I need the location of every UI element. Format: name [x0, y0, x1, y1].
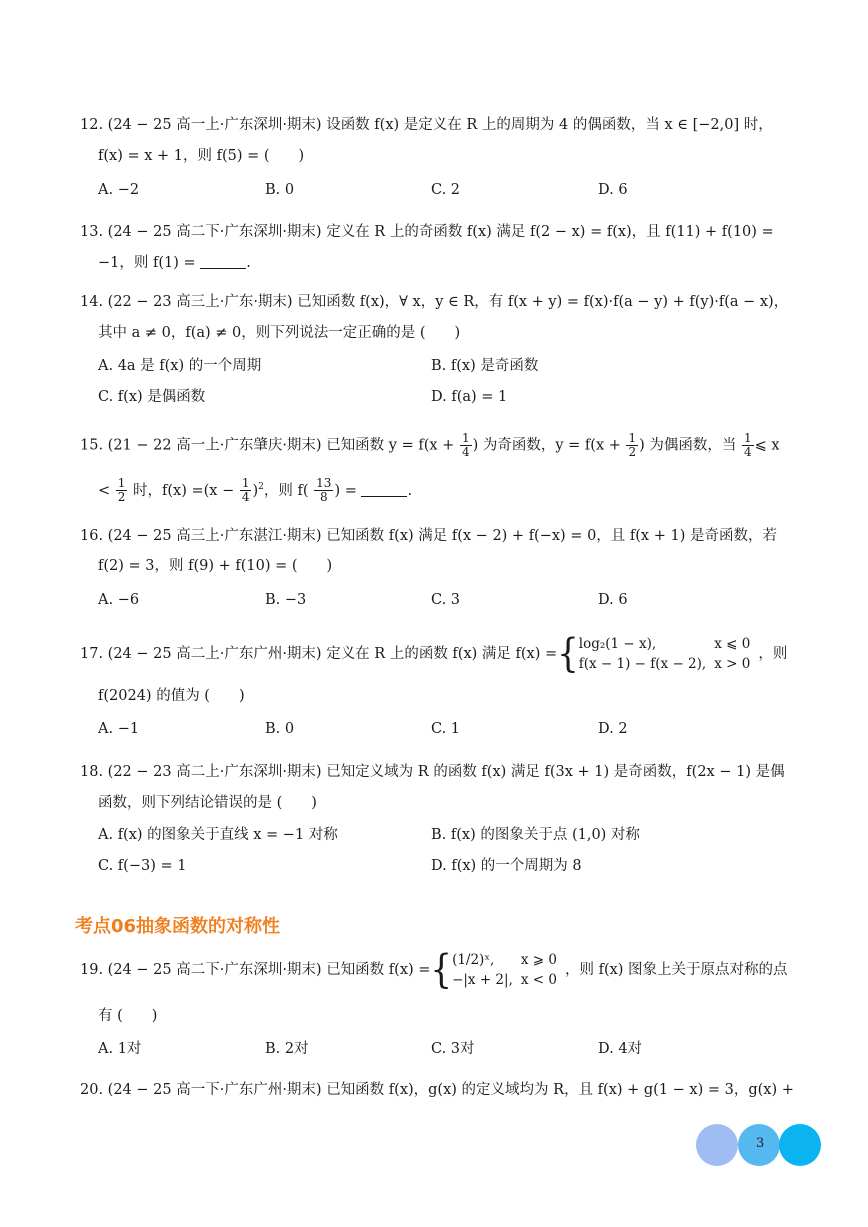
q17-option-c: C. 1 — [431, 721, 461, 737]
q13-answer-blank — [200, 268, 246, 269]
page-number: 3 — [756, 1136, 765, 1151]
q19-suffix: ，则 f(x) 图象上关于原点对称的点 — [564, 962, 788, 978]
q17-piecewise — [579, 634, 759, 674]
q15-frac-1-4-b: $\frac{1}{4}$ — [744, 431, 752, 459]
q15-line2-d: ) — [252, 482, 259, 499]
q18-option-b: B. f(x) 的图象关于点 (1,0) 对称 — [431, 827, 640, 843]
q15-line2-a: < — [98, 482, 111, 499]
q13-line2-text: −1，则 f(1) = — [98, 255, 201, 271]
q17-line1 — [80, 632, 787, 676]
q12-option-a: A. −2 — [98, 182, 140, 198]
q15-line2 — [98, 474, 412, 504]
q18-option-a: A. f(x) 的图象关于直线 x = −1 对称 — [98, 827, 338, 843]
q20-line1: 20. (24 − 25 高一下·广东广州·期末) 已知函数 f(x)，g(x) 的定义域均为 R，且 f(x) + g(1 − x) = 3，g(x) + — [80, 1082, 794, 1098]
q16-option-a: A. −6 — [98, 592, 140, 608]
page-circle-left — [696, 1124, 738, 1166]
q17-option-d: D. 2 — [598, 721, 628, 737]
q16-line1: 16. (24 − 25 高三上·广东湛江·期末) 已知函数 f(x) 满足 f(x − 2) + f(−x) = 0，且 f(x + 1) 是奇函数，若 — [80, 528, 777, 544]
q15-line2-c: (x − — [203, 482, 235, 499]
section-title: 考点06抽象函数的对称性 — [75, 916, 281, 937]
q19-case2-cond: x < 0 — [520, 972, 557, 988]
q15-answer-blank — [361, 496, 407, 497]
q17-prefix: 17. (24 − 25 高二上·广东广州·期末) 定义在 R 上的函数 f(x) 满足 f(x) = — [80, 646, 558, 662]
q16-line2: f(2) = 3，则 f(9) + f(10) = ( ) — [98, 558, 333, 574]
q15-frac-13-8: $\frac{13}{8}$ — [316, 476, 332, 505]
q17-option-a: A. −1 — [98, 721, 140, 737]
q15-line2-f: ( — [302, 482, 309, 499]
q19-line1 — [80, 948, 788, 992]
q12-option-d: D. 6 — [598, 182, 628, 198]
q19-brace: { — [430, 947, 453, 993]
q15-part-d: ) 为偶函数，当 — [639, 437, 737, 454]
q17-case1-cond: x ⩽ 0 — [714, 636, 751, 652]
q14-option-a: A. 4a 是 f(x) 的一个周期 — [98, 358, 262, 374]
q19-line2: 有 ( ) — [98, 1008, 158, 1024]
q14-option-d: D. f(a) = 1 — [431, 389, 508, 405]
q17-case1-expr: log₂(1 − x), — [578, 636, 657, 652]
q19-option-b: B. 2对 — [265, 1041, 309, 1057]
q15-part-e: ⩽ x — [754, 437, 780, 454]
q16-option-d: D. 6 — [598, 592, 628, 608]
q19-case1-cond: x ⩾ 0 — [520, 952, 557, 968]
q18-line1: 18. (22 − 23 高二上·广东深圳·期末) 已知定义域为 R 的函数 f(x) 满足 f(3x + 1) 是奇函数，f(2x − 1) 是偶 — [80, 764, 785, 780]
q19-option-a: A. 1对 — [98, 1041, 142, 1057]
q19-piecewise — [452, 950, 565, 990]
q19-case2-expr: −|x + 2|, — [452, 972, 513, 988]
q12-option-b: B. 0 — [265, 182, 295, 198]
q15-part-b: ) 为奇函数，y = f — [472, 437, 591, 454]
q15-line2-b: 时，f(x) = — [133, 482, 204, 499]
q12-line2: f(x) = x + 1，则 f(5) = ( ) — [98, 148, 305, 164]
q18-line2: 函数，则下列结论错误的是 ( ) — [98, 795, 317, 811]
q13-line1: 13. (24 − 25 高二下·广东深圳·期末) 定义在 R 上的奇函数 f(x) 满足 f(2 − x) = f(x)，且 f(11) + f(10) = — [80, 224, 774, 240]
q17-option-b: B. 0 — [265, 721, 295, 737]
q19-option-c: C. 3对 — [431, 1041, 475, 1057]
q15-part-c: (x + — [590, 437, 621, 454]
q14-option-c: C. f(x) 是偶函数 — [98, 389, 206, 405]
q15-line2-g: ) = — [334, 482, 362, 499]
q17-brace: { — [557, 631, 579, 677]
page-circle-right — [779, 1124, 821, 1166]
q13-line2 — [98, 253, 251, 273]
q17-line2: f(2024) 的值为 ( ) — [98, 688, 245, 704]
q15-frac-1-4-a: $\frac{1}{4}$ — [461, 431, 470, 459]
q16-option-b: B. −3 — [265, 592, 307, 608]
q19-case1-expr: (1/2)ˣ, — [452, 952, 495, 968]
q14-line1: 14. (22 − 23 高三上·广东·期末) 已知函数 f(x)，∀ x，y ∈ R，有 f(x + y) = f(x)·f(a − y) + f(y)·f(a − x)， — [80, 294, 789, 310]
q18-option-c: C. f(−3) = 1 — [98, 858, 187, 874]
q14-option-b: B. f(x) 是奇函数 — [431, 358, 539, 374]
q19-prefix: 19. (24 − 25 高二下·广东深圳·期末) 已知函数 f(x) = — [80, 962, 431, 978]
q15-prefix: 15. (21 − 22 高一上·广东肇庆·期末) 已知函数 y = f — [80, 437, 424, 454]
q12-option-c: C. 2 — [431, 182, 461, 198]
q17-case2-expr: f(x − 1) − f(x − 2), — [578, 656, 707, 672]
q12-line1: 12. (24 − 25 高一上·广东深圳·期末) 设函数 f(x) 是定义在 R 上的周期为 4 的偶函数，当 x ∈ [−2,0] 时， — [80, 117, 773, 133]
q15-part-a: (x + — [423, 437, 455, 454]
q15-exponent: 2 — [258, 482, 264, 492]
q15-frac-1-4-c: $\frac{1}{4}$ — [241, 476, 250, 505]
q15-frac-1-2-a: $\frac{1}{2}$ — [628, 431, 637, 459]
q17-suffix: ，则 — [758, 646, 788, 662]
q14-line2: 其中 a ≠ 0，f(a) ≠ 0，则下列说法一定正确的是 ( ) — [98, 325, 461, 341]
q19-option-d: D. 4对 — [598, 1041, 643, 1057]
q17-case2-cond: x > 0 — [714, 656, 751, 672]
q16-option-c: C. 3 — [431, 592, 461, 608]
q15-line2-e: ，则 f — [263, 482, 303, 499]
q13-line2-end: . — [246, 255, 251, 271]
q18-option-d: D. f(x) 的一个周期为 8 — [431, 858, 582, 874]
q15-line2-end: . — [407, 482, 413, 499]
q15-line1 — [80, 432, 780, 459]
q15-frac-1-2-b: $\frac{1}{2}$ — [117, 476, 126, 505]
